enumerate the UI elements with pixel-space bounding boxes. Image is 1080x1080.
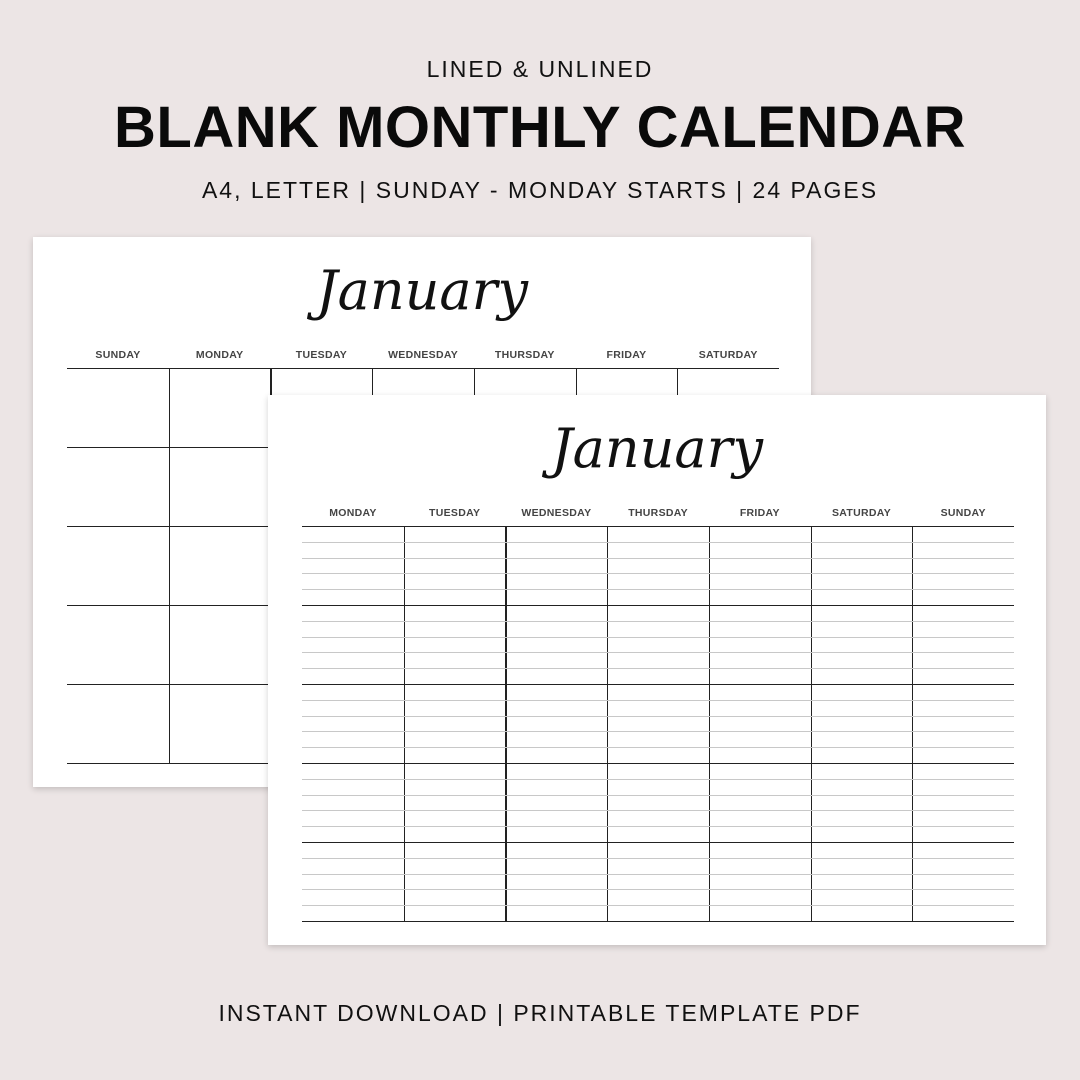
day-column-line [912, 526, 913, 921]
footer-text: INSTANT DOWNLOAD | PRINTABLE TEMPLATE PDF [218, 1000, 862, 1026]
day-header-tuesday: TUESDAY [295, 349, 348, 361]
day-header-sunday: SUNDAY [940, 507, 986, 519]
day-header-wednesday: WEDNESDAY [388, 349, 459, 361]
writing-line [302, 573, 1014, 574]
calendar-page-lined [268, 395, 1046, 945]
day-header-friday: FRIDAY [739, 507, 780, 519]
writing-line [302, 858, 1014, 859]
week-row-line [302, 921, 1014, 922]
writing-line [302, 621, 1014, 622]
day-header-tuesday: TUESDAY [429, 507, 481, 519]
month-title: January [316, 259, 528, 322]
writing-line [302, 652, 1014, 653]
page-title: BLANK MONTHLY CALENDAR [114, 95, 966, 160]
day-column-line [169, 368, 170, 763]
day-column-line [607, 526, 608, 921]
writing-line [302, 700, 1014, 701]
day-column-line [505, 526, 506, 921]
specs-line: A4, LETTER | SUNDAY - MONDAY STARTS | 24 PAGES [201, 177, 879, 203]
writing-line [302, 889, 1014, 890]
month-title: January [551, 417, 763, 480]
subtitle: LINED & UNLINED [426, 56, 654, 82]
writing-line [302, 810, 1014, 811]
writing-line [302, 668, 1014, 669]
day-header-saturday: SATURDAY [832, 507, 891, 519]
day-header-saturday: SATURDAY [698, 349, 758, 361]
writing-line [302, 637, 1014, 638]
writing-line [302, 747, 1014, 748]
day-column-line [404, 526, 405, 921]
day-header-monday: MONDAY [195, 349, 244, 361]
week-row-line [302, 684, 1014, 685]
writing-line [302, 589, 1014, 590]
day-header-sunday: SUNDAY [95, 349, 141, 361]
week-row-line [302, 842, 1014, 843]
writing-line [302, 731, 1014, 732]
week-row-line [302, 605, 1014, 606]
day-header-monday: MONDAY [329, 507, 377, 519]
day-header-thursday: THURSDAY [494, 349, 555, 361]
writing-line [302, 795, 1014, 796]
writing-line [302, 905, 1014, 906]
day-header-friday: FRIDAY [606, 349, 647, 361]
week-row-line [302, 763, 1014, 764]
day-header-thursday: THURSDAY [628, 507, 688, 519]
day-header-wednesday: WEDNESDAY [521, 507, 592, 519]
day-column-line [811, 526, 812, 921]
week-row-line [302, 526, 1014, 527]
week-row-line [67, 368, 779, 369]
writing-line [302, 558, 1014, 559]
writing-line [302, 716, 1014, 717]
day-column-line [709, 526, 710, 921]
writing-line [302, 826, 1014, 827]
writing-line [302, 542, 1014, 543]
writing-line [302, 779, 1014, 780]
writing-line [302, 874, 1014, 875]
